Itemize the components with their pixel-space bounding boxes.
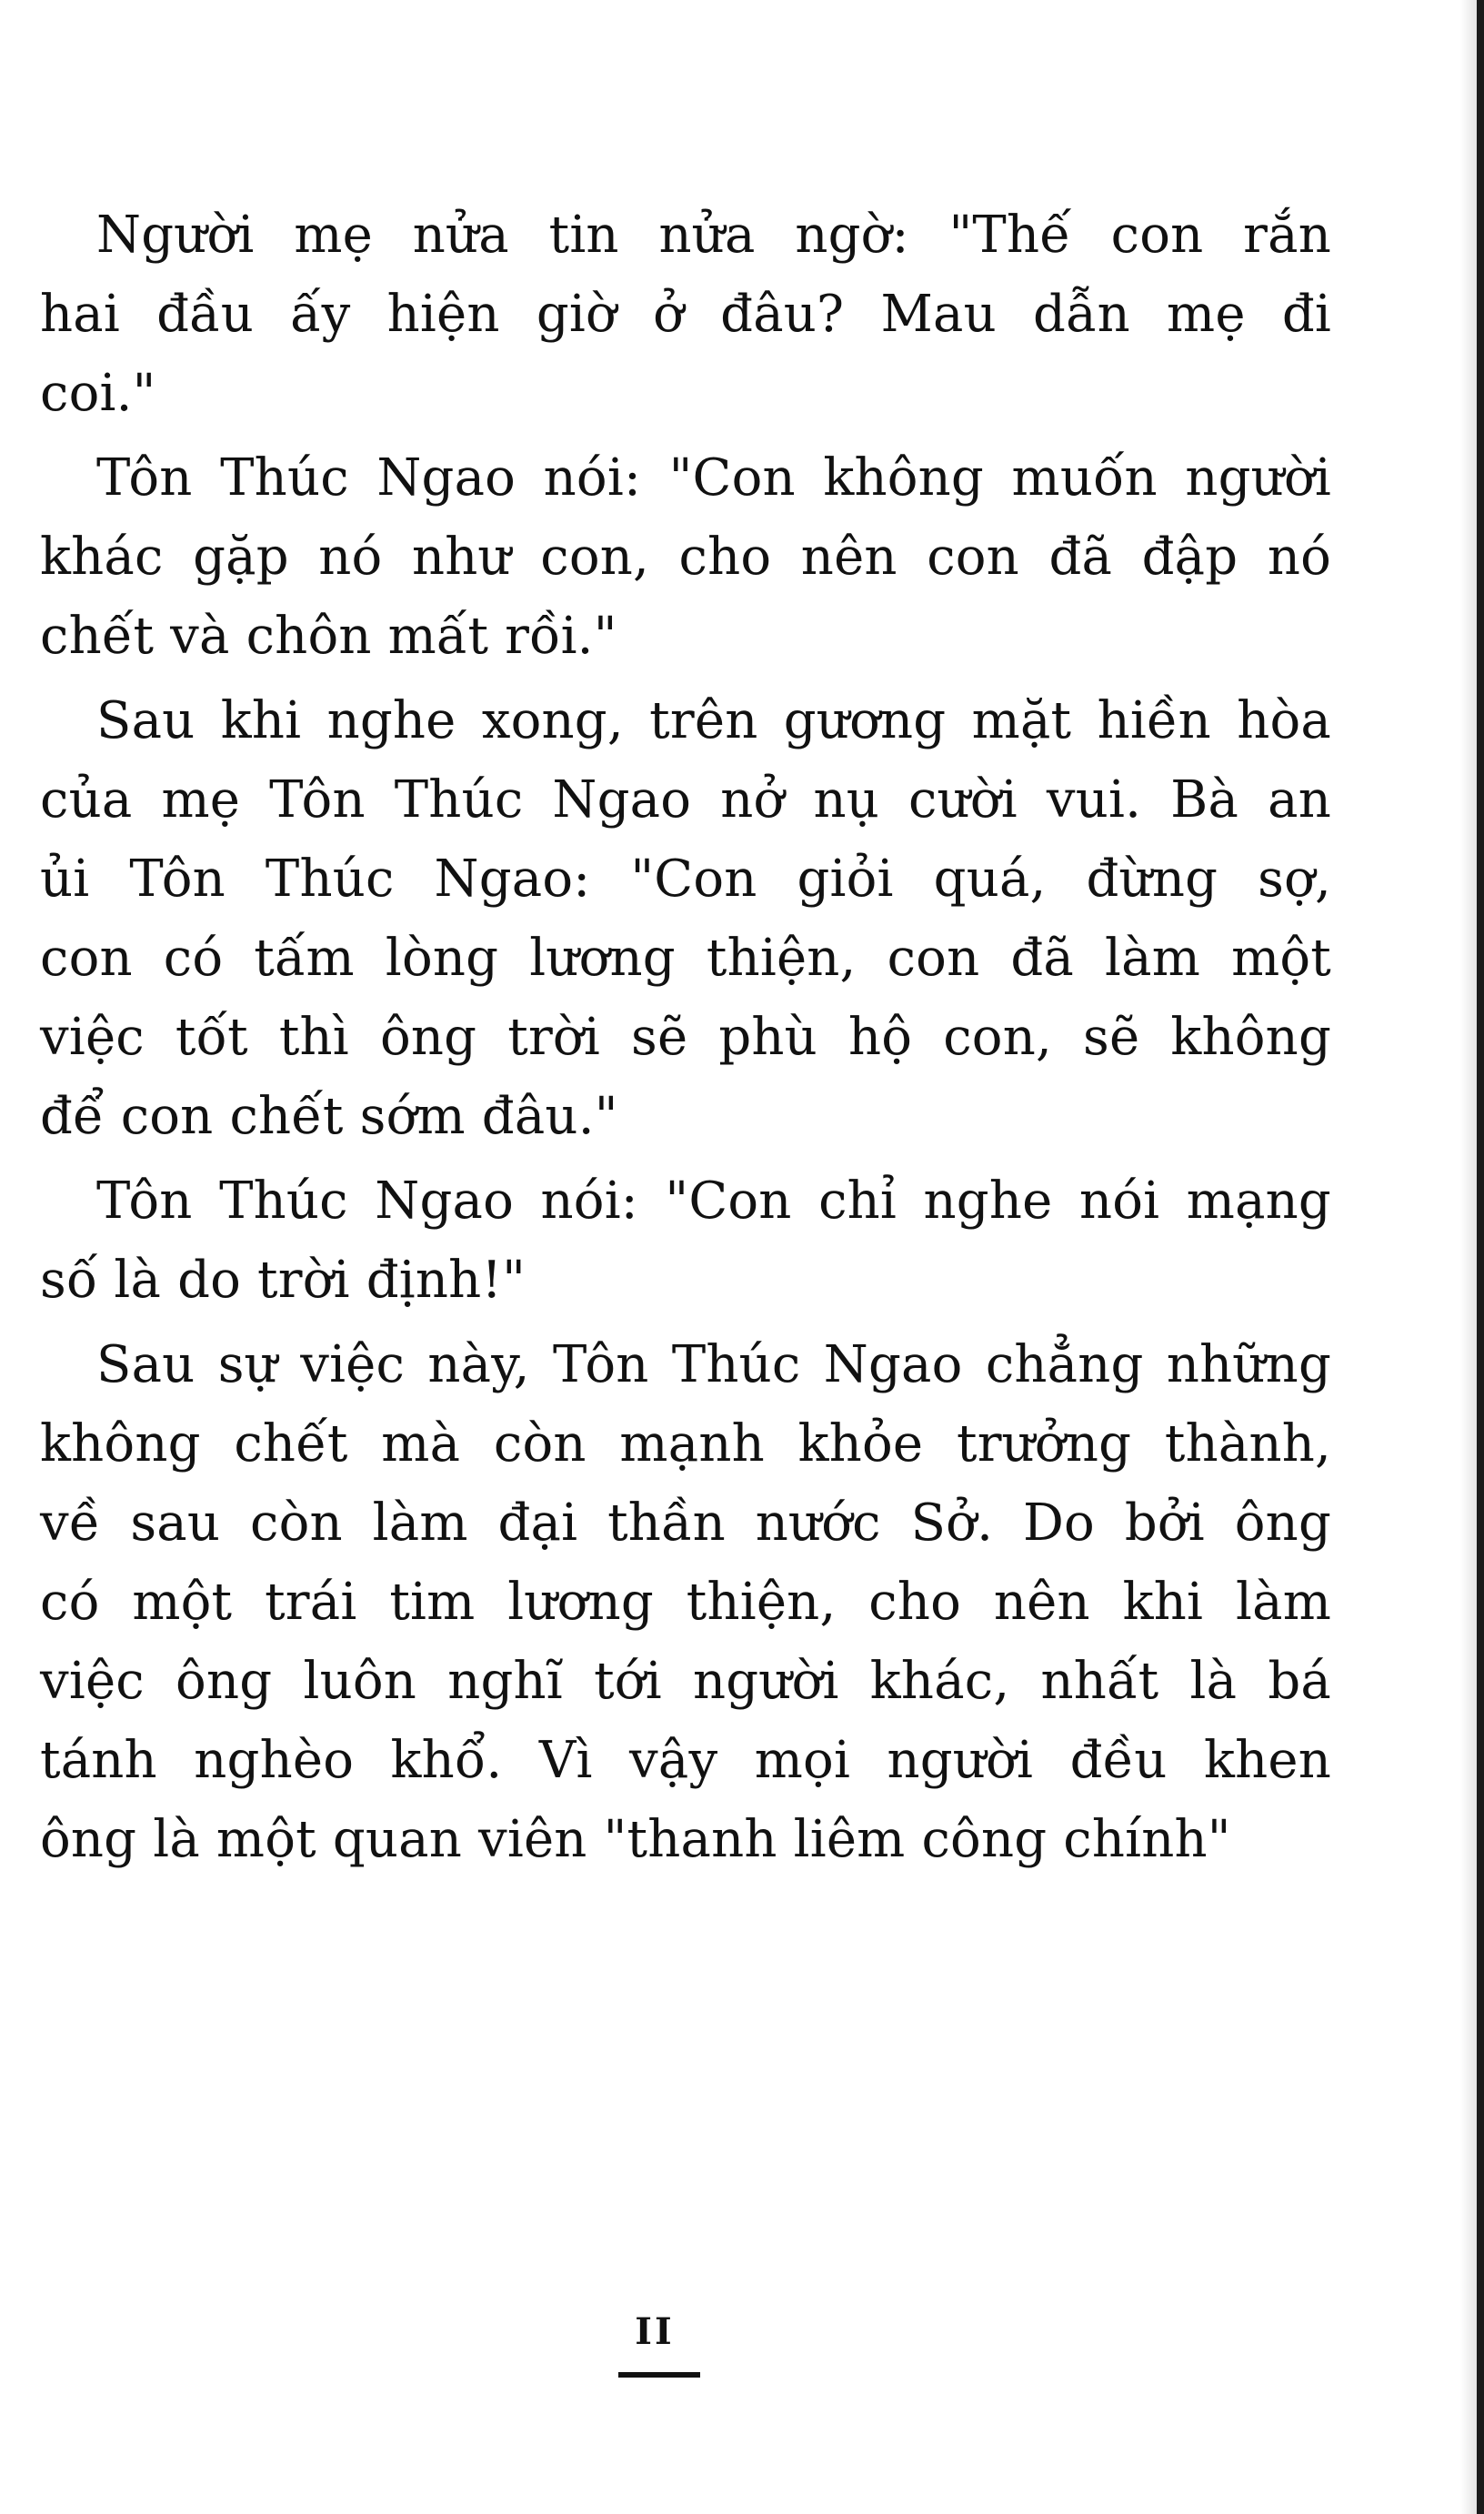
paragraph-2	[40, 438, 1331, 676]
text-line: về sau còn làm đại thần nước Sở. Do bởi ông	[40, 1493, 1331, 1553]
text-line: của mẹ Tôn Thúc Ngao nở nụ cười vui. Bà an	[40, 770, 1331, 830]
text-line: việc tốt thì ông trời sẽ phù hộ con, sẽ không	[40, 1008, 1331, 1067]
text-line: Sau sự việc này, Tôn Thúc Ngao chẳng những	[96, 1335, 1331, 1394]
text-line: tánh nghèo khổ. Vì vậy mọi người đều khen	[40, 1731, 1331, 1790]
paragraph-4	[40, 1161, 1331, 1320]
paragraph-1	[40, 196, 1331, 433]
paragraph-3	[40, 681, 1331, 1156]
text-line: việc ông luôn nghĩ tới người khác, nhất là bá	[40, 1652, 1331, 1711]
text-line: có một trái tim lương thiện, cho nên khi làm	[40, 1573, 1331, 1632]
text-line: số là do trời định!"	[40, 1251, 526, 1310]
text-line: Sau khi nghe xong, trên gương mặt hiền hòa	[96, 691, 1331, 750]
text-line: coi."	[40, 364, 156, 423]
paragraph-5	[40, 1325, 1331, 1879]
page-edge-shadow	[1460, 0, 1477, 2514]
text-line: ủi Tôn Thúc Ngao: "Con giỏi quá, đừng sợ,	[40, 850, 1331, 909]
text-line: Người mẹ nửa tin nửa ngờ: "Thế con rắn	[96, 206, 1331, 265]
page-edge	[1477, 0, 1484, 2514]
text-line: con có tấm lòng lương thiện, con đã làm một	[40, 929, 1331, 988]
text-line: hai đầu ấy hiện giờ ở đâu? Mau dẫn mẹ đi	[40, 285, 1331, 344]
text-line: ông là một quan viên "thanh liêm công chính"	[40, 1810, 1231, 1869]
page-number-underline	[618, 2372, 700, 2378]
text-line: không chết mà còn mạnh khỏe trưởng thành,	[40, 1414, 1331, 1473]
text-line: Tôn Thúc Ngao nói: "Con chỉ nghe nói mạng	[96, 1172, 1331, 1231]
text-line: khác gặp nó như con, cho nên con đã đập nó	[40, 528, 1331, 587]
page-number: II	[635, 2310, 675, 2353]
text-line: Tôn Thúc Ngao nói: "Con không muốn người	[96, 448, 1331, 508]
text-line: chết và chôn mất rồi."	[40, 607, 617, 666]
body-text	[40, 196, 1331, 1885]
text-line: để con chết sớm đâu."	[40, 1087, 618, 1146]
